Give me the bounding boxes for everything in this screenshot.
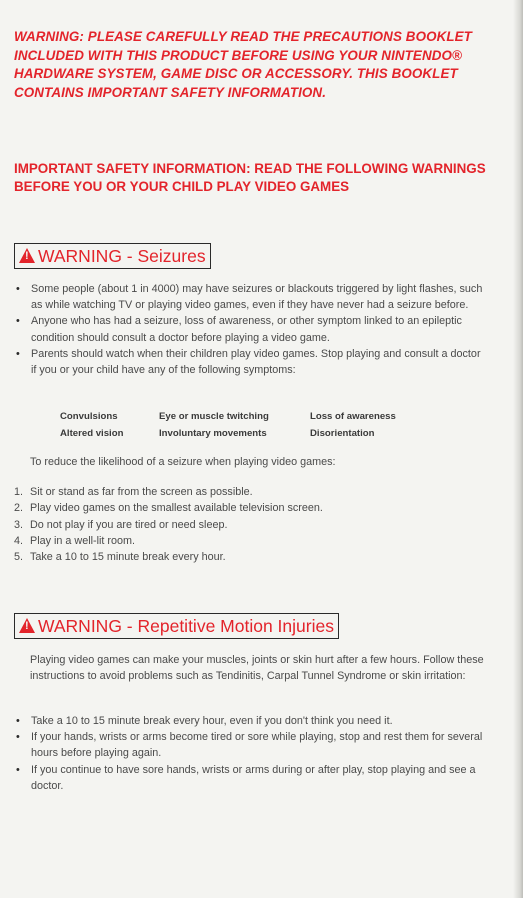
symptom: Eye or muscle twitching xyxy=(159,411,269,422)
list-item: • Parents should watch when their children play video games. Stop playing and consult a doctor if you or your child have any of the following symptoms: xyxy=(14,346,484,378)
seizure-steps xyxy=(14,484,474,565)
repetitive-heading-box xyxy=(14,613,339,639)
list-item: 3. Do not play if you are tired or need sleep. xyxy=(14,518,228,531)
seizures-bullets xyxy=(14,281,484,378)
list-item: • If you continue to have sore hands, wrists or arms during or after play, stop playing and see a doctor. xyxy=(14,762,484,794)
warning-triangle-icon xyxy=(19,248,35,263)
page-edge xyxy=(513,0,523,898)
symptom: Loss of awareness xyxy=(310,411,396,422)
symptom: Convulsions xyxy=(60,411,118,422)
repetitive-heading: WARNING - Repetitive Motion Injuries xyxy=(38,616,334,636)
repetitive-bullets xyxy=(14,713,484,794)
list-item: 2. Play video games on the smallest available television screen. xyxy=(14,502,323,515)
list-item: 4. Play in a well-lit room. xyxy=(14,534,136,547)
symptoms-grid xyxy=(60,409,440,442)
list-item: • Some people (about 1 in 4000) may have seizures or blackouts triggered by light flashes, such as while watching TV or playing video games, even if they have never had a seizure before. xyxy=(14,281,484,313)
precautions-warning: WARNING: PLEASE CAREFULLY READ THE PRECAUTIONS BOOKLET INCLUDED WITH THIS PRODUCT BEFORE USING YOUR NINTENDO® HARDWARE SYSTEM, GAME DISC OR ACCESSORY. THIS BOOKLET CONTAINS IMPORTANT SAFETY INFORMATION. xyxy=(14,29,472,100)
list-item: 1. Sit or stand as far from the screen as possible. xyxy=(14,486,253,498)
list-item: 5. Take a 10 to 15 minute break every hour. xyxy=(14,551,226,564)
warning-triangle-icon xyxy=(19,618,35,633)
symptom: Involuntary movements xyxy=(159,427,267,439)
symptom: Altered vision xyxy=(60,427,124,439)
reduce-intro: To reduce the likelihood of a seizure when playing video games: xyxy=(30,456,336,468)
important-safety-notice: IMPORTANT SAFETY INFORMATION: READ THE FOLLOWING WARNINGS BEFORE YOU OR YOUR CHILD PLAY VIDEO GAMES xyxy=(14,161,486,194)
symptoms-row xyxy=(60,426,440,443)
symptoms-row xyxy=(60,409,440,426)
list-item: • Anyone who has had a seizure, loss of awareness, or other symptom linked to an epileptic condition should consult a doctor before playing a video game. xyxy=(14,313,484,345)
symptom: Disorientation xyxy=(310,427,375,439)
seizures-heading-box xyxy=(14,243,211,269)
seizures-heading: WARNING - Seizures xyxy=(38,246,206,266)
list-item: • If your hands, wrists or arms become tired or sore while playing, stop and rest them for several hours before playing again. xyxy=(14,729,484,761)
repetitive-intro: Playing video games can make your muscles, joints or skin hurt after a few hours. Follow these instructions to avoid problems such as Tendinitis, Carpal Tunnel Syndrome or skin irritation: xyxy=(30,654,484,683)
list-item: • Take a 10 to 15 minute break every hour, even if you don't think you need it. xyxy=(14,713,484,729)
